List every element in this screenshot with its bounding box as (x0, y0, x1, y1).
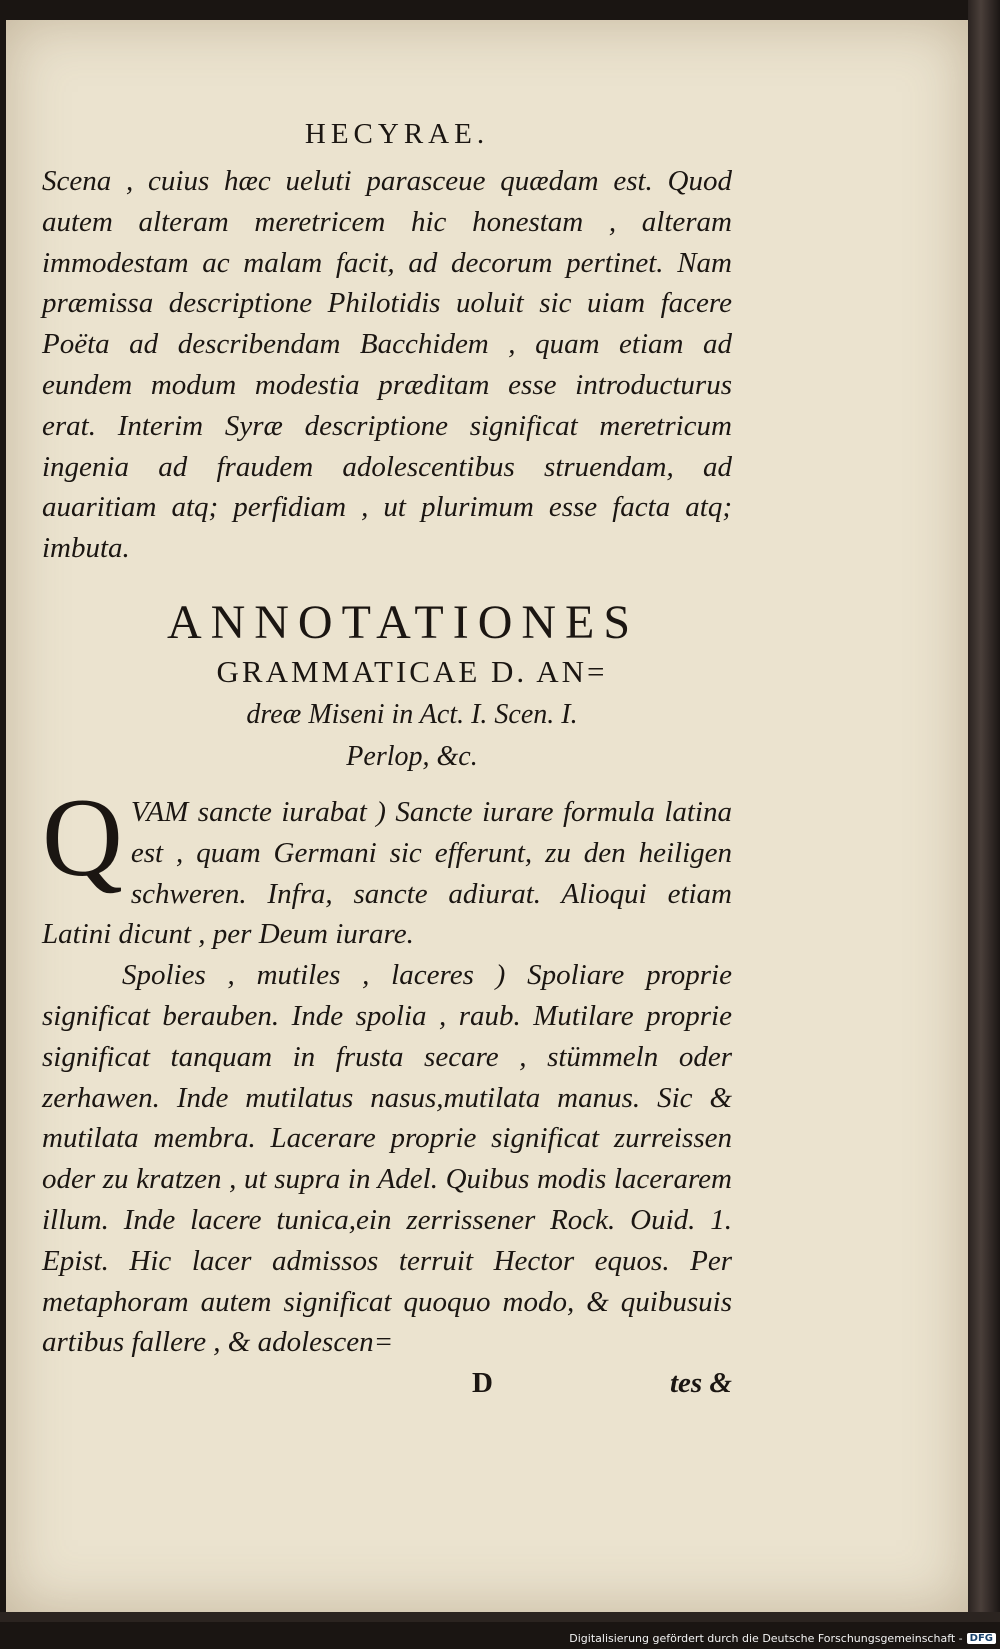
annotation-paragraph-1 (42, 775, 732, 955)
dfg-logo: DFG (967, 1633, 996, 1644)
annotation-section (42, 775, 732, 1363)
credit-text: Digitalisierung gefördert durch die Deutsche Forschungsgemeinschaft - (569, 1632, 963, 1645)
intro-paragraph: Scena , cuius hæc ueluti parasceue quædam est. Quod autem alteram meretricem hic honestam , alteram immodestam ac malam facit, ad decorum pertinet. Nam præmissa descriptione Philotidis uoluit sic uiam facere Poëta ad describendam Bacchidem , quam etiam ad eundem modum modestia præditam esse introducturus erat. Interim Syræ descriptione significat meretricum ingenia ad fraudem adolescentibus struendam, ad auaritiam atq; perfidiam , ut plurimum esse facta atq; imbuta. (42, 165, 732, 565)
digitization-credit (569, 1632, 996, 1645)
book-page (6, 20, 968, 1612)
section-heading-main: ANNOTATIONES (166, 595, 640, 649)
book-spine (968, 0, 1000, 1615)
drop-cap: Q (42, 775, 123, 900)
signature-mark: D (472, 1367, 493, 1400)
annotation-paragraph-2: Spolies , mutiles , laceres ) Spoliare proprie significat berauben. Inde spolia , raub. Mutilare proprie significat tanquam in frusta secare , stümmeln oder zerhawen. Inde mutilatus nasus,mutilata manus. Sic & mutilata membra. Lacerare proprie significat zurreissen oder zu kratzen , ut supra in Adel. Quibus modis lacerarem illum. Inde lacere tunica,ein zerrissener Rock. Ouid. 1. Epist. Hic lacer admissos terruit Hector equos. Per metaphoram autem significat quoquo modo, & quibusuis artibus fallere , & adolescen= (42, 959, 732, 1359)
page-bottom-edge (0, 1612, 1000, 1622)
annotation-1-text: VAM sancte iurabat ) Sancte iurare formula latina est , quam Germani sic efferunt, zu den heiligen schweren. Infra, sancte adiurat. Alioqui etiam Latini dicunt , per Deum iurare. (42, 795, 732, 951)
catchword: tes & (669, 1367, 732, 1400)
text-block (42, 118, 732, 1400)
section-heading-line-2: dreæ Miseni in Act. I. Scen. I. (246, 698, 578, 730)
section-heading-line-3: Perlop, &c. (346, 740, 478, 772)
section-heading-sub: GRAMMATICAE D. AN= (216, 653, 608, 689)
running-head: HECYRAE. (304, 118, 490, 150)
page-footer (42, 1367, 732, 1400)
